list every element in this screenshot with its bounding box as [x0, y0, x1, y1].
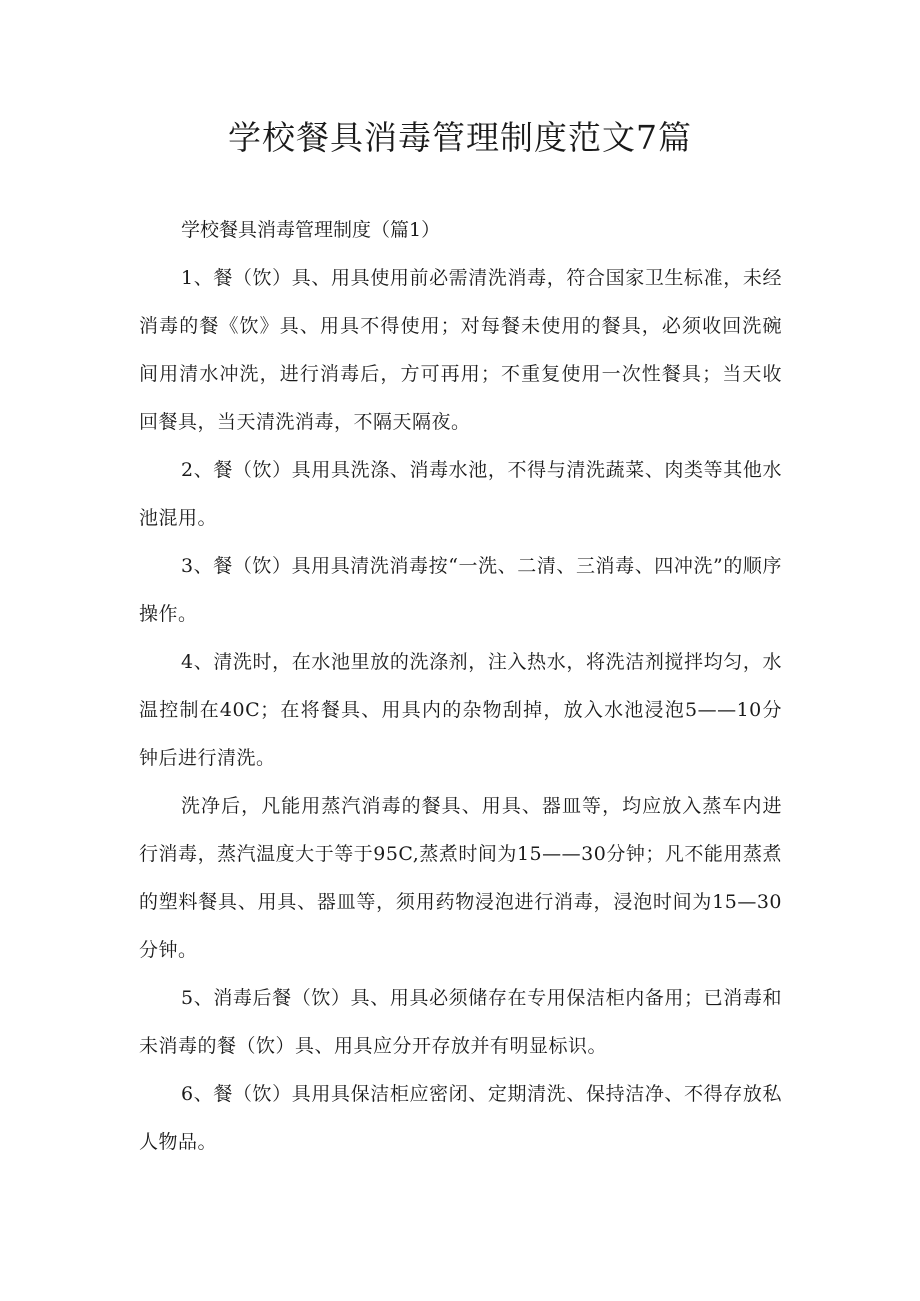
- paragraph-7: 6、餐（饮）具用具保洁柜应密闭、定期清洗、保持洁净、不得存放私人物品。: [139, 1083, 782, 1153]
- paragraph-2: 2、餐（饮）具用具洗涤、消毒水池，不得与清洗蔬菜、肉类等其他水池混用。: [139, 459, 782, 529]
- paragraph-6: 5、消毒后餐（饮）具、用具必须储存在专用保洁柜内备用；已消毒和未消毒的餐（饮）具、用具应分开存放并有明显标识。: [139, 987, 782, 1057]
- paragraph-4: 4、清洗时，在水池里放的洗涤剂，注入热水，将洗洁剂搅拌均匀，水温控制在40C；在将餐具、用具内的杂物刮掉，放入水池浸泡5——10分钟后进行清洗。: [139, 651, 782, 769]
- document-title: 学校餐具消毒管理制度范文7篇: [228, 118, 692, 157]
- paragraph-3: 3、餐（饮）具用具清洗消毒按“一洗、二清、三消毒、四冲洗”的顺序操作。: [139, 555, 782, 625]
- section-heading: 学校餐具消毒管理制度（篇1）: [181, 219, 441, 241]
- paragraph-1: 1、餐（饮）具、用具使用前必需清洗消毒，符合国家卫生标准，未经消毒的餐《饮》具、用具不得使用；对每餐未使用的餐具，必须收回洗碗间用清水冲洗，进行消毒后，方可再用；不重复使用一次性餐具；当天收回餐具，当天清洗消毒，不隔天隔夜。: [139, 267, 782, 433]
- document-body: [139, 206, 782, 1166]
- paragraph-5: 洗净后，凡能用蒸汽消毒的餐具、用具、器皿等，均应放入蒸车内进行消毒，蒸汽温度大于等于95C,蒸煮时间为15——30分钟；凡不能用蒸煮的塑料餐具、用具、器皿等，须用药物浸泡进行消毒，浸泡时间为15—30分钟。: [139, 795, 782, 961]
